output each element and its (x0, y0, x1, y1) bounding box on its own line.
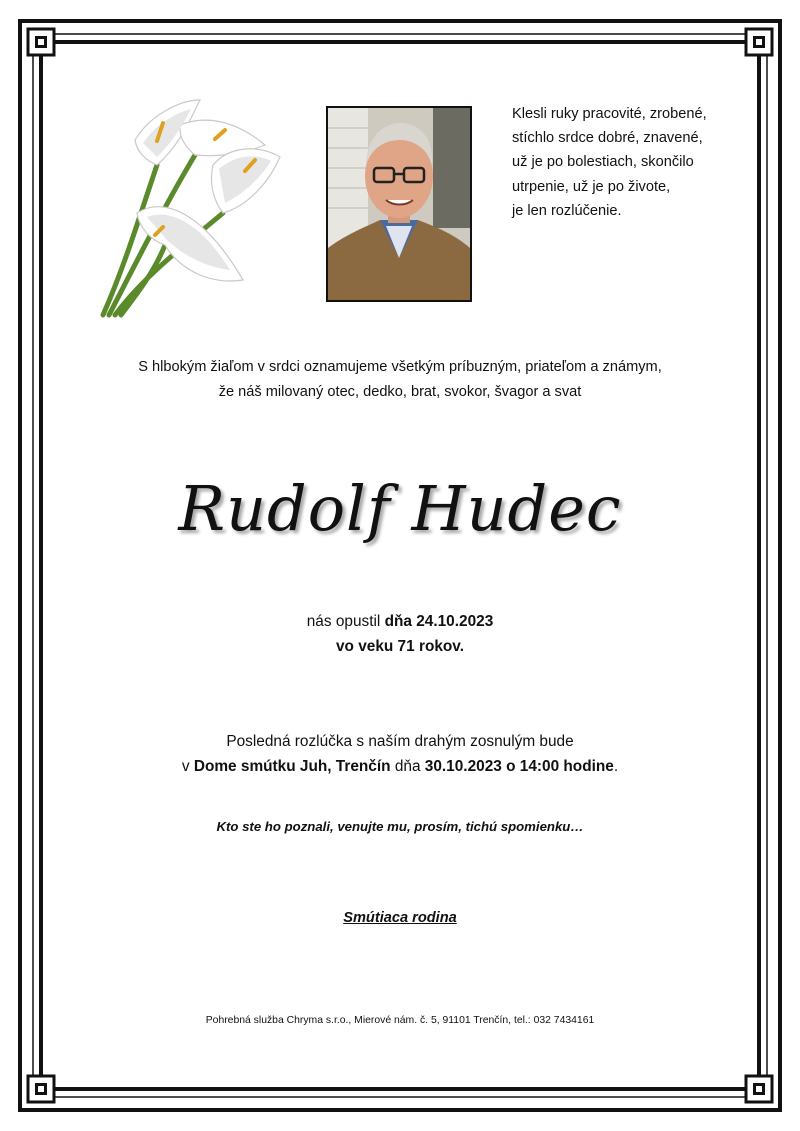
calla-lily-bouquet (95, 95, 295, 320)
poem (512, 102, 772, 223)
poem-line: stíchlo srdce dobré, znavené, (512, 130, 703, 147)
death-date: dňa 24.10.2023 (384, 613, 494, 630)
portrait-photo (326, 106, 472, 302)
funeral-mid: dňa (390, 758, 425, 775)
poem-line: je len rozlúčenie. (512, 202, 622, 219)
death-info (0, 609, 800, 659)
funeral-info (0, 729, 800, 779)
family-signature: Smútiaca rodina (343, 910, 457, 926)
funeral-datetime: 30.10.2023 o 14:00 hodine (424, 758, 614, 775)
remember-text: Kto ste ho poznali, venujte mu, prosím, tichú spomienku… (216, 819, 584, 834)
poem-line: utrpenie, už je po živote, (512, 178, 671, 195)
announcement-line: že náš milovaný otec, dedko, brat, svokor, švagor a svat (218, 383, 582, 400)
death-prefix: nás opustil (306, 613, 385, 630)
death-age: vo veku 71 rokov. (335, 638, 465, 655)
funeral-service-footer: Pohrebná služba Chryma s.r.o., Mierové nám. č. 5, 91101 Trenčín, tel.: 032 7434161 (205, 1015, 595, 1026)
announcement-line: S hlbokým žiaľom v srdci oznamujeme všetkým príbuzným, priateľom a známym, (138, 359, 662, 375)
announcement (0, 355, 800, 404)
poem-line: už je po bolestiach, skončilo (512, 154, 694, 171)
funeral-line: Posledná rozlúčka s naším drahým zosnulým bude (226, 733, 574, 750)
poem-line: Klesli ruky pracovité, zrobené, (512, 106, 707, 122)
funeral-place: Dome smútku Juh, Trenčín (193, 758, 391, 775)
funeral-prefix: v (181, 758, 194, 775)
funeral-suffix: . (613, 758, 619, 775)
deceased-name: Rudolf Hudec (178, 472, 622, 545)
